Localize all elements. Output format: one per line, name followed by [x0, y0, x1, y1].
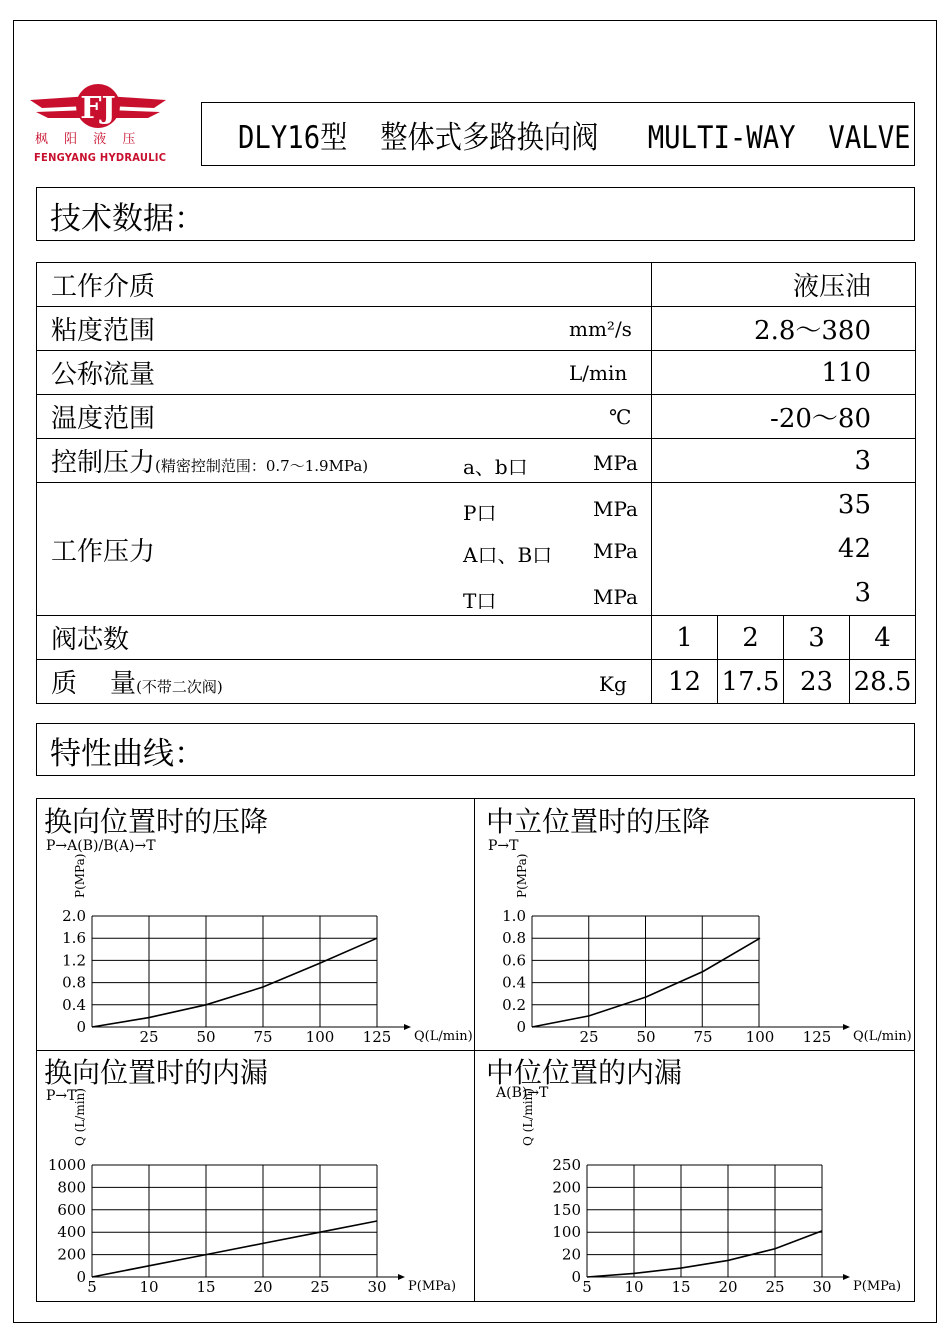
work-port-t: T口 — [463, 589, 497, 613]
chart1-subtitle: P→A(B)/B(A)→T — [46, 838, 156, 854]
svg-text:FJ: FJ — [80, 91, 116, 126]
chart4-xtick: 5 — [582, 1278, 592, 1296]
chart4-subtitle: A(B)→T — [496, 1085, 549, 1101]
chart4-xtick: 15 — [671, 1278, 691, 1296]
chart4-ylabel: Q (L/min) — [521, 1088, 535, 1146]
medium-value: 液压油 — [652, 263, 916, 307]
chart3-xtick: 5 — [87, 1278, 97, 1296]
control-note: (精密控制范围：0.7～1.9MPa) — [155, 457, 369, 475]
chart4-ytick: 0 — [571, 1268, 581, 1286]
logo-chinese-name: 枫 阳 液 压 — [35, 132, 142, 147]
viscosity-value: 2.8～380 — [652, 307, 916, 351]
chart2-ytick: 1.0 — [502, 907, 526, 925]
chart1-ytick: 0.4 — [62, 995, 86, 1014]
work-value-ab: 42 — [837, 534, 872, 564]
chart4-ytick: 100 — [552, 1223, 581, 1242]
chart3-series-line — [92, 1221, 377, 1277]
chart4-x-arrow — [843, 1274, 850, 1280]
chart2-xtick: 100 — [745, 1028, 775, 1046]
spools-label: 阀芯数 — [37, 616, 652, 660]
work-unit-p: MPa — [593, 497, 638, 521]
spools-value-2: 2 — [718, 616, 784, 660]
chart3-ytick: 0 — [76, 1268, 86, 1286]
chart1-xtick: 100 — [305, 1028, 335, 1046]
chart3-xtick: 20 — [253, 1278, 273, 1296]
chart1-xtick: 25 — [139, 1028, 159, 1046]
work-value-p: 35 — [837, 490, 872, 520]
chart1-ytick: 0.8 — [62, 973, 86, 992]
control-unit: MPa — [593, 451, 638, 475]
chart1-xtick: 75 — [253, 1028, 273, 1046]
viscosity-label: 粘度范围 — [51, 316, 156, 346]
chart1-ytick: 2.0 — [62, 907, 86, 925]
chart3-subtitle: P→T — [46, 1088, 77, 1104]
document-title: DLY16型 整体式多路换向阀 MULTI-WAY VALVE — [238, 120, 911, 156]
chart2-ytick: 0 — [516, 1018, 526, 1036]
chart3-ytick: 400 — [57, 1223, 86, 1242]
chart1-ytick: 0 — [76, 1018, 86, 1036]
temp-label: 温度范围 — [51, 404, 156, 434]
chart2-xtick: 50 — [636, 1028, 656, 1046]
chart3-ylabel: Q (L/min) — [73, 1088, 87, 1146]
flow-unit: L/min — [569, 361, 628, 385]
chart2-title: 中立位置时的压降 — [486, 805, 711, 838]
work-value-t: 3 — [854, 578, 872, 608]
tech-section-label: 技术数据： — [50, 201, 205, 237]
chart4-xlabel: P(MPa) — [853, 1279, 902, 1294]
chart4-xtick: 25 — [765, 1278, 785, 1296]
chart1-x-arrow — [404, 1024, 411, 1030]
chart2-ylabel: P(MPa) — [515, 853, 529, 898]
chart2-ytick: 0.8 — [502, 929, 526, 948]
spools-value-4: 4 — [850, 616, 916, 660]
chart3-ytick: 800 — [57, 1178, 86, 1197]
control-port: a、b口 — [463, 455, 528, 479]
curves-section-label: 特性曲线： — [50, 736, 205, 772]
chart4-title: 中位位置的内漏 — [486, 1056, 683, 1089]
chart4-xtick: 20 — [718, 1278, 738, 1296]
chart3-title: 换向位置时的内漏 — [44, 1056, 269, 1089]
chart1-ytick: 1.2 — [62, 951, 86, 970]
work-pressure-label: 工作压力 — [51, 536, 156, 567]
chart4-series-line — [587, 1231, 822, 1277]
chart2-xtick: 25 — [579, 1028, 599, 1046]
chart3-ytick: 1000 — [47, 1156, 86, 1174]
chart3-xtick: 25 — [310, 1278, 330, 1296]
mass-label: 质 量 — [51, 669, 137, 699]
mass-value-2: 17.5 — [718, 660, 784, 704]
logo-english-name: FENGYANG HYDRAULIC — [34, 151, 167, 164]
medium-label: 工作介质 — [37, 263, 652, 307]
spools-value-3: 3 — [784, 616, 850, 660]
chart2-x-arrow — [843, 1024, 850, 1030]
flow-value: 110 — [652, 351, 916, 395]
chart4-ytick: 200 — [552, 1178, 581, 1197]
mass-value-3: 23 — [784, 660, 850, 704]
chart2-ytick: 0.2 — [502, 995, 526, 1014]
viscosity-unit: mm²/s — [569, 317, 632, 341]
chart1-ylabel: P(MPa) — [73, 853, 87, 898]
temp-value: -20～80 — [652, 395, 916, 439]
chart3-x-arrow — [398, 1274, 405, 1280]
chart4-ytick: 150 — [552, 1200, 581, 1219]
chart2-ytick: 0.4 — [502, 973, 526, 992]
chart1-title: 换向位置时的压降 — [44, 805, 269, 838]
chart3-ytick: 600 — [57, 1200, 86, 1219]
chart2-ytick: 0.6 — [502, 951, 526, 970]
chart1-xtick: 125 — [362, 1028, 392, 1046]
chart2-xtick: 75 — [693, 1028, 713, 1046]
chart3-xtick: 10 — [139, 1278, 159, 1296]
chart3-xtick: 15 — [196, 1278, 216, 1296]
control-value: 3 — [652, 439, 916, 483]
work-port-p: P口 — [463, 501, 497, 525]
chart3-xlabel: P(MPa) — [408, 1279, 457, 1294]
mass-value-1: 12 — [652, 660, 718, 704]
chart4-ytick: 20 — [561, 1245, 581, 1264]
flow-label: 公称流量 — [51, 360, 156, 390]
chart1-xtick: 50 — [196, 1028, 216, 1046]
chart1-ytick: 1.6 — [62, 929, 86, 948]
chart1-xlabel: Q(L/min) — [414, 1029, 473, 1044]
work-unit-t: MPa — [593, 585, 638, 609]
chart3-xtick: 30 — [367, 1278, 387, 1296]
chart4-ytick: 250 — [552, 1156, 581, 1174]
chart2-subtitle: P→T — [488, 838, 519, 854]
control-label: 控制压力 — [51, 448, 156, 478]
chart3-ytick: 200 — [57, 1245, 86, 1264]
mass-value-4: 28.5 — [850, 660, 916, 704]
temp-unit: ℃ — [609, 405, 632, 429]
work-unit-ab: MPa — [593, 539, 638, 563]
spools-value-1: 1 — [652, 616, 718, 660]
chart2-xlabel: Q(L/min) — [853, 1029, 912, 1044]
mass-note: (不带二次阀) — [136, 678, 223, 696]
work-port-ab: A口、B口 — [463, 543, 553, 567]
chart4-xtick: 10 — [624, 1278, 644, 1296]
chart4-xtick: 30 — [812, 1278, 832, 1296]
mass-unit: Kg — [599, 672, 627, 696]
chart2-xtick: 125 — [802, 1028, 832, 1046]
